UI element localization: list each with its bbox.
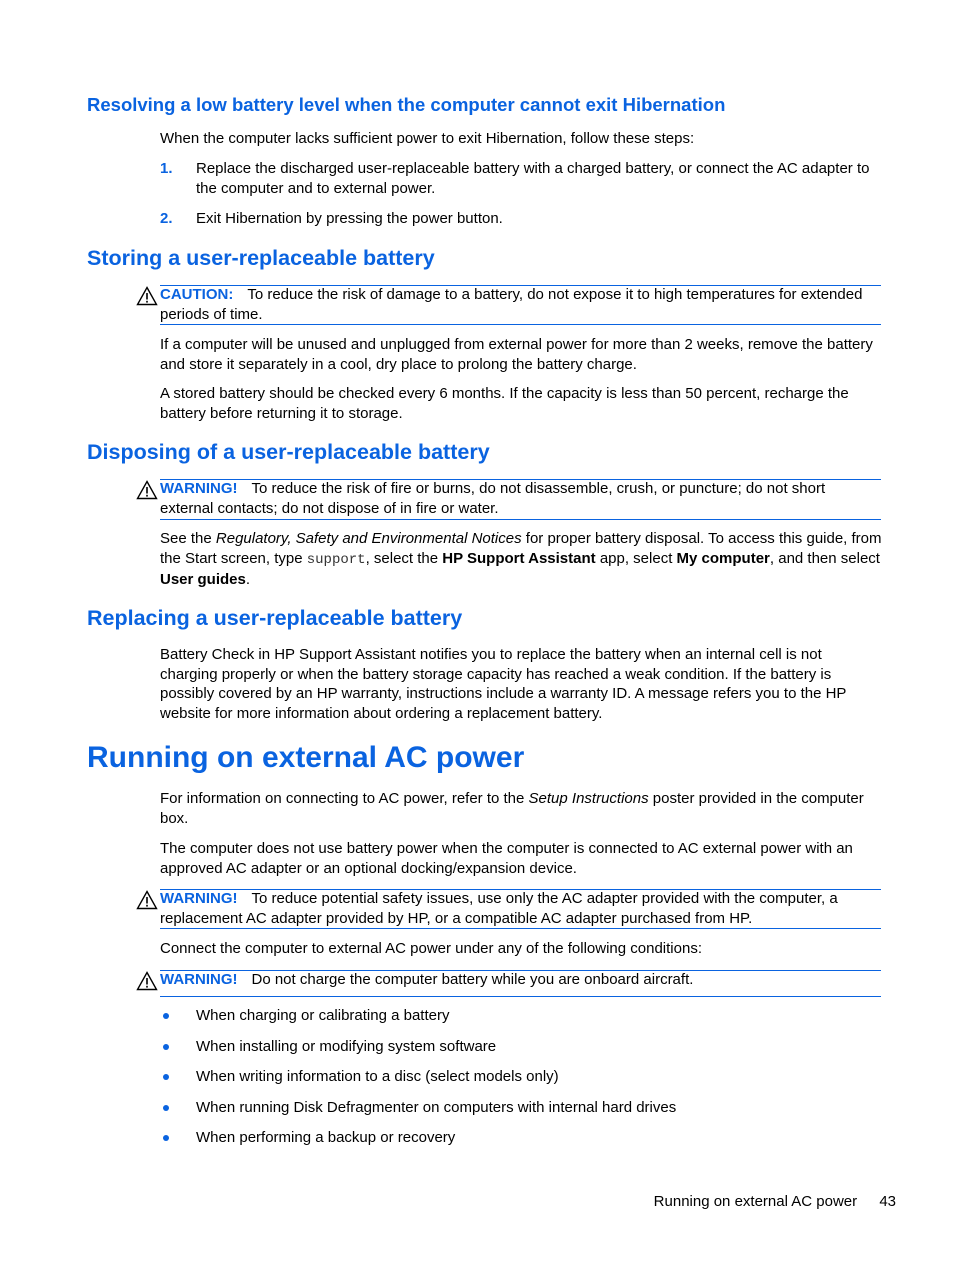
step-text: Replace the discharged user-replaceable battery with a charged battery, or connect the AC adapter to the computer and to external power. [196, 160, 870, 197]
step-text: Exit Hibernation by pressing the power button. [196, 210, 503, 227]
warning-notice [160, 479, 882, 518]
notice-rule-bottom [160, 519, 881, 520]
warning-text: To reduce the risk of fire or burns, do not disassemble, crush, or puncture; do not short external contacts; do not dispose of in fire or water. [160, 480, 826, 517]
warning-triangle-icon [136, 890, 158, 910]
heading-replacing: Replacing a user-replaceable battery [87, 606, 463, 630]
list-item: When installing or modifying system software [196, 1038, 497, 1055]
caution-label: CAUTION: [160, 286, 234, 303]
bullet-dot [163, 1135, 169, 1141]
warning-label: WARNING! [160, 971, 238, 988]
warning-notice [160, 970, 882, 990]
replacing-paragraph: Battery Check in HP Support Assistant notifies you to replace the battery when an internal cell is not charging properly or when the battery storage capacity has reached a weak condition. If the battery is possibly covered by an HP warranty, instructions include a warranty ID. A message refers you to the HP website for more information about ordering a replacement battery. [160, 646, 847, 722]
warning-triangle-icon [136, 971, 158, 991]
caution-notice [160, 285, 882, 324]
heading-ac-power: Running on external AC power [87, 741, 525, 774]
doc-title: Regulatory, Safety and Environmental Notices [215, 530, 522, 547]
storing-paragraph: A stored battery should be checked every 6 months. If the capacity is less than 50 percent, recharge the battery before returning it to storage. [160, 385, 849, 422]
step-number: 1. [160, 160, 173, 177]
text: app, select [599, 549, 673, 567]
bullet-dot [163, 1074, 169, 1080]
warning-triangle-icon [136, 286, 158, 306]
list-item: When writing information to a disc (select models only) [196, 1068, 559, 1085]
text: , and then select [769, 549, 880, 567]
notice-rule-bottom [160, 996, 881, 997]
warning-triangle-icon [136, 480, 158, 500]
list-item: When performing a backup or recovery [196, 1129, 456, 1146]
notice-rule-bottom [160, 928, 881, 929]
notice-rule-bottom [160, 324, 881, 325]
setup-instructions-title: Setup Instructions [528, 790, 649, 807]
user-guides-label: User guides [160, 571, 246, 589]
text: . [245, 571, 251, 589]
ac-paragraph [160, 789, 882, 828]
list-item: When running Disk Defragmenter on computers with internal hard drives [196, 1099, 677, 1116]
ac-paragraph: The computer does not use battery power when the computer is connected to AC external power with an approved AC adapter or an optional docking/expansion device. [160, 840, 853, 877]
page-footer [654, 1193, 896, 1210]
text: for proper battery disposal. To access this guide, from the Start screen, type [160, 530, 882, 567]
typed-command: support [306, 551, 366, 568]
heading-disposing: Disposing of a user-replaceable battery [87, 440, 490, 464]
footer-section-title: Running on external AC power [653, 1193, 858, 1210]
bullet-dot [163, 1013, 169, 1019]
caution-text: To reduce the risk of damage to a battery, do not expose it to high temperatures for extended periods of time. [160, 286, 863, 323]
disposing-paragraph [160, 529, 882, 590]
bullet-dot [163, 1105, 169, 1111]
text: poster provided in the computer box. [160, 790, 864, 827]
warning-notice [160, 889, 882, 928]
hibernation-intro: When the computer lacks sufficient power to exit Hibernation, follow these steps: [160, 130, 695, 147]
warning-text: Do not charge the computer battery while you are onboard aircraft. [251, 971, 694, 988]
text: For information on connecting to AC power, refer to the [160, 790, 525, 807]
warning-label: WARNING! [160, 480, 238, 497]
bullet-dot [163, 1044, 169, 1050]
app-name: HP Support Assistant [442, 549, 596, 567]
my-computer-label: My computer [676, 549, 770, 567]
heading-hibernation: Resolving a low battery level when the computer cannot exit Hibernation [87, 94, 726, 115]
list-item: When charging or calibrating a battery [196, 1007, 450, 1024]
step-number: 2. [160, 210, 173, 227]
text: , select the [365, 549, 439, 567]
storing-paragraph: If a computer will be unused and unplugged from external power for more than 2 weeks, remove the battery and store it separately in a cool, dry place to prolong the battery charge. [160, 336, 873, 373]
heading-storing: Storing a user-replaceable battery [87, 246, 435, 270]
ac-paragraph: Connect the computer to external AC power under any of the following conditions: [160, 940, 702, 957]
warning-label: WARNING! [160, 890, 238, 907]
text: See the [160, 530, 212, 547]
warning-text: To reduce potential safety issues, use only the AC adapter provided with the computer, a replacement AC adapter provided by HP, or a compatible AC adapter purchased from HP. [160, 890, 838, 927]
page-number: 43 [879, 1193, 896, 1210]
